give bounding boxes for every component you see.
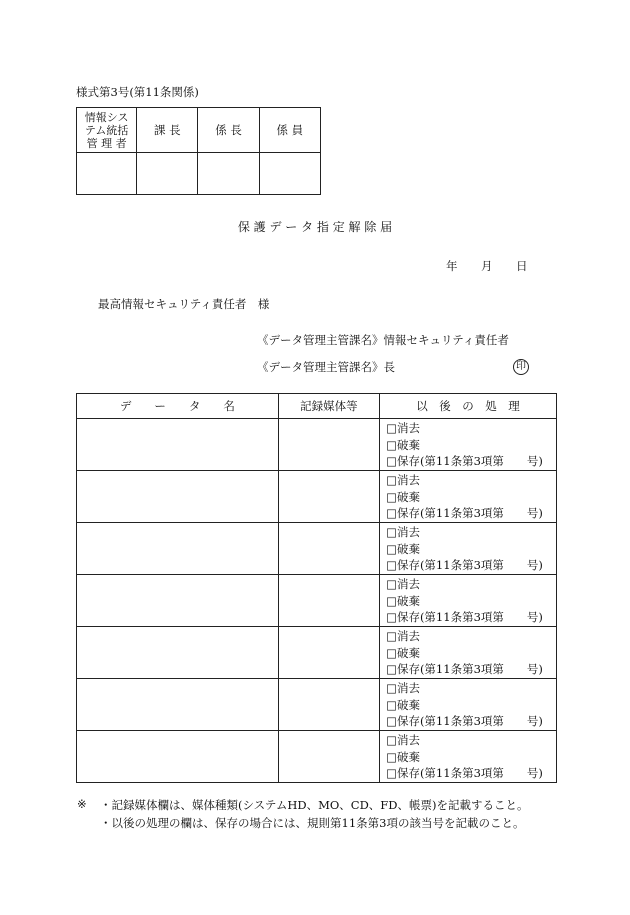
disposal-option-keep[interactable]: □保存(第11条第3項第 号) <box>386 506 543 520</box>
form-label: 様式第3号(第11条関係) <box>76 85 199 99</box>
disposal-options <box>380 419 556 470</box>
data-name-cell[interactable] <box>77 471 279 523</box>
disposal-option-keep[interactable]: □保存(第11条第3項第 号) <box>386 662 543 676</box>
date-day-label: 日 <box>516 259 528 273</box>
table-row <box>77 627 557 679</box>
media-cell[interactable] <box>278 731 379 783</box>
disposal-options <box>380 731 556 782</box>
notes-mark: ※ <box>77 797 87 811</box>
approval-sign-staff[interactable] <box>259 153 320 195</box>
approval-header-system-manager: 情報シス テム統括 管 理 者 <box>77 108 137 153</box>
note-item-media: ・記録媒体欄は、媒体種類(システムHD、MO、CD、FD、帳票)を記載すること。 <box>100 798 529 812</box>
disposal-cell <box>380 627 557 679</box>
table-row <box>77 471 557 523</box>
disposal-cell <box>380 419 557 471</box>
disposal-options <box>380 575 556 626</box>
disposal-options <box>380 679 556 730</box>
approval-stamp-table <box>76 107 321 195</box>
disposal-option-destroy[interactable]: □破棄 <box>386 749 420 764</box>
approval-sign-section-chief[interactable] <box>137 153 198 195</box>
disposal-option-erase[interactable]: □消去 <box>386 473 420 487</box>
table-row <box>77 575 557 627</box>
disposal-option-erase[interactable]: □消去 <box>386 577 420 591</box>
data-name-cell[interactable] <box>77 731 279 783</box>
table-row <box>77 679 557 731</box>
addressee: 最高情報セキュリティ責任者 様 <box>98 297 270 311</box>
header-disposal: 以 後 の 処 理 <box>380 394 557 419</box>
disposal-options <box>380 471 556 522</box>
header-data-name: デ ー タ 名 <box>77 394 279 419</box>
document-title: 保 護 デ ー タ 指 定 解 除 届 <box>237 220 393 234</box>
header-media: 記録媒体等 <box>278 394 379 419</box>
approval-sign-system-manager[interactable] <box>77 153 137 195</box>
disposal-option-erase[interactable]: □消去 <box>386 525 420 539</box>
table-row <box>77 419 557 471</box>
table-row <box>77 523 557 575</box>
data-name-cell[interactable] <box>77 627 279 679</box>
data-list-table <box>76 393 557 783</box>
disposal-option-erase[interactable]: □消去 <box>386 629 420 643</box>
disposal-option-erase[interactable]: □消去 <box>386 733 420 747</box>
disposal-option-keep[interactable]: □保存(第11条第3項第 号) <box>386 766 543 780</box>
disposal-option-keep[interactable]: □保存(第11条第3項第 号) <box>386 714 543 728</box>
media-cell[interactable] <box>278 419 379 471</box>
disposal-option-erase[interactable]: □消去 <box>386 421 420 435</box>
data-name-cell[interactable] <box>77 679 279 731</box>
disposal-option-keep[interactable]: □保存(第11条第3項第 号) <box>386 558 543 572</box>
disposal-option-keep[interactable]: □保存(第11条第3項第 号) <box>386 454 543 468</box>
table-row <box>77 731 557 783</box>
disposal-option-destroy[interactable]: □破棄 <box>386 593 420 608</box>
media-cell[interactable] <box>278 523 379 575</box>
disposal-option-destroy[interactable]: □破棄 <box>386 645 420 660</box>
date-year-label: 年 <box>446 259 458 273</box>
data-name-cell[interactable] <box>77 523 279 575</box>
approval-header-section-chief: 課 長 <box>137 108 198 153</box>
media-cell[interactable] <box>278 575 379 627</box>
media-cell[interactable] <box>278 679 379 731</box>
disposal-cell <box>380 471 557 523</box>
note-item-disposal: ・以後の処理の欄は、保存の場合には、規則第11条第3項の該当号を記載のこと。 <box>100 816 525 830</box>
data-name-cell[interactable] <box>77 575 279 627</box>
media-cell[interactable] <box>278 471 379 523</box>
disposal-cell <box>380 575 557 627</box>
approval-header-staff: 係 員 <box>259 108 320 153</box>
approval-header-subsection-chief: 係 長 <box>198 108 259 153</box>
media-cell[interactable] <box>278 627 379 679</box>
approval-sign-subsection-chief[interactable] <box>198 153 259 195</box>
seal-mark-icon: 印 <box>513 358 529 375</box>
data-name-cell[interactable] <box>77 419 279 471</box>
disposal-cell <box>380 523 557 575</box>
disposal-option-destroy[interactable]: □破棄 <box>386 541 420 556</box>
disposal-option-keep[interactable]: □保存(第11条第3項第 号) <box>386 610 543 624</box>
disposal-option-destroy[interactable]: □破棄 <box>386 697 420 712</box>
sender-line-1: 《データ管理主管課名》情報セキュリティ責任者 <box>257 333 509 347</box>
disposal-option-destroy[interactable]: □破棄 <box>386 489 420 504</box>
disposal-options <box>380 627 556 678</box>
disposal-options <box>380 523 556 574</box>
date-month-label: 月 <box>481 259 493 273</box>
disposal-cell <box>380 679 557 731</box>
disposal-cell <box>380 731 557 783</box>
sender-line-2: 《データ管理主管課名》長 <box>257 360 395 374</box>
disposal-option-destroy[interactable]: □破棄 <box>386 437 420 452</box>
disposal-option-erase[interactable]: □消去 <box>386 681 420 695</box>
